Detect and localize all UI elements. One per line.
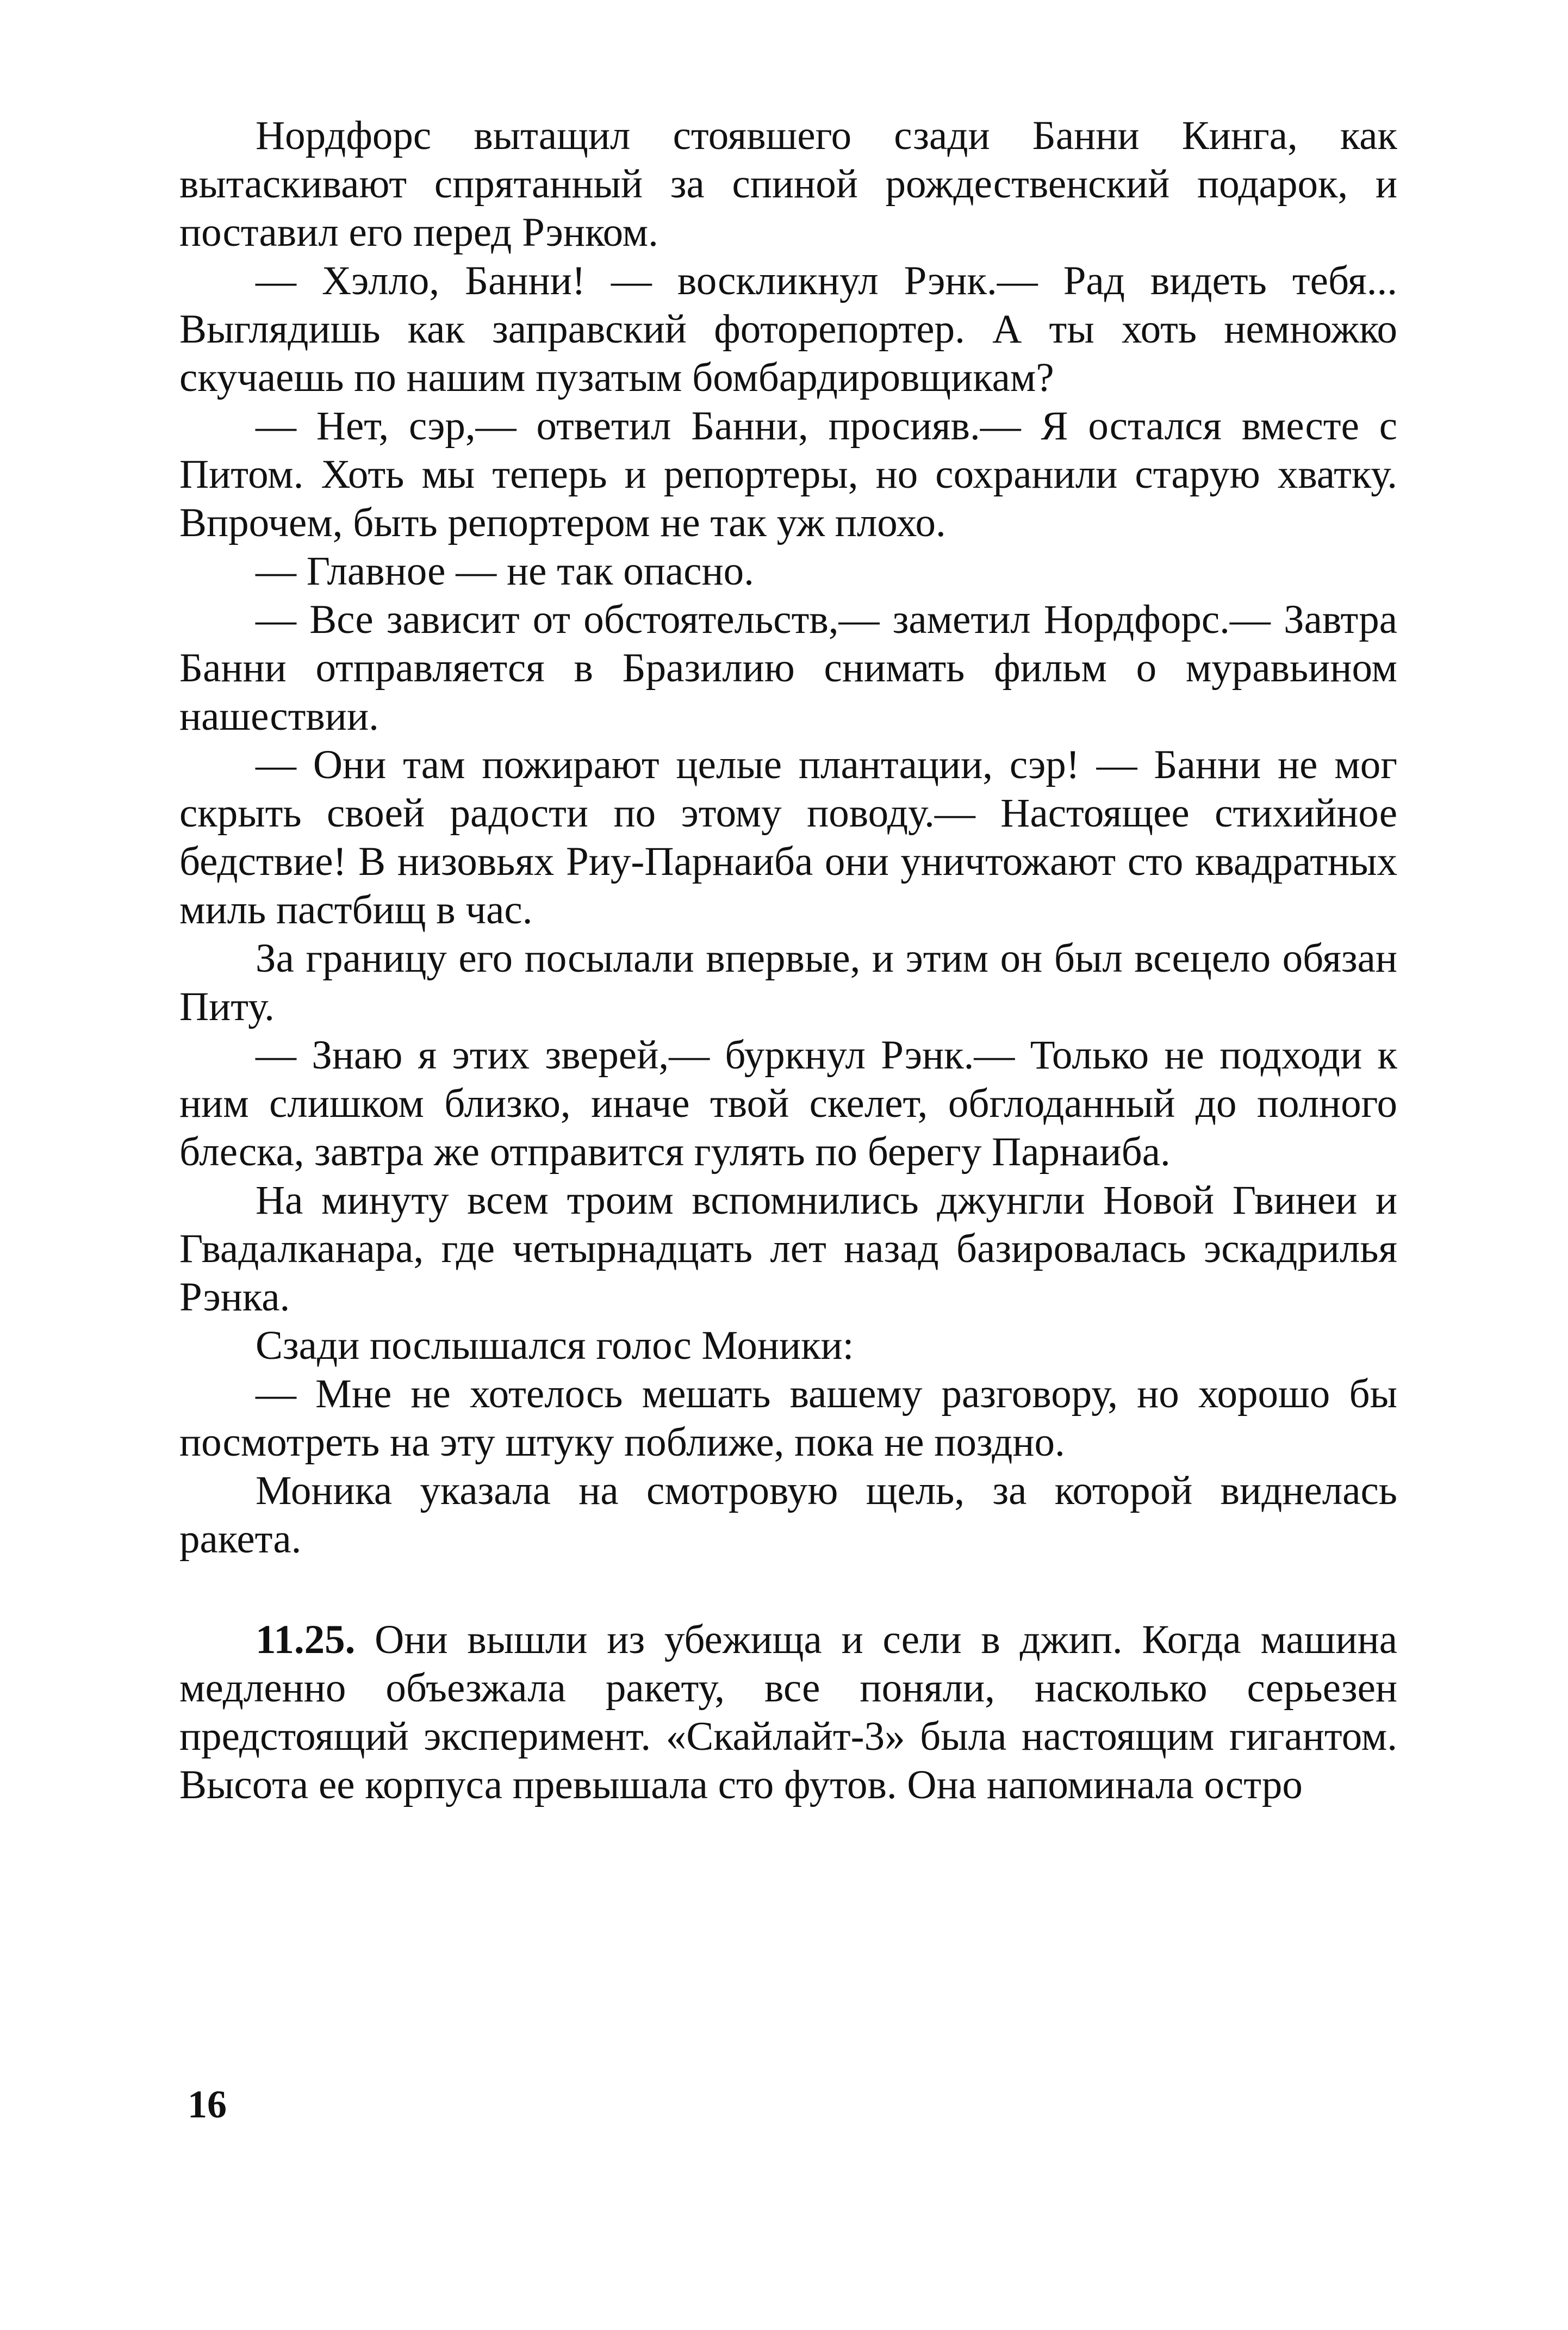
- paragraph: Сзади послышался голос Моники:: [256, 1323, 854, 1368]
- section-text: Они вышли из убежища и сели в джип. Когда машина медленно объезжала ракету, все поняли, насколько серьезен предстоящий эксперимент. «Скайлайт-3» была настоящим гигантом. Высота ее корпуса превышала сто футов. Она напоминала остро: [179, 1617, 1397, 1807]
- paragraph: — Хэлло, Банни! — воскликнул Рэнк.— Рад видеть тебя... Выглядишь как заправский фоторепортер. А ты хоть немножко скучаешь по нашим пузатым бомбардировщикам?: [179, 258, 1397, 400]
- paragraph: Нордфорс вытащил стоявшего сзади Банни Кинга, как вытаскивают спрятанный за спиной рождественский подарок, и поставил его перед Рэнком.: [179, 113, 1397, 255]
- paragraph: — Главное — не так опасно.: [256, 549, 754, 594]
- page-number: 16: [188, 2083, 227, 2126]
- paragraph: — Мне не хотелось мешать вашему разговору, но хорошо бы посмотреть на эту штуку поближе, пока не поздно.: [179, 1371, 1397, 1465]
- paragraph: Моника указала на смотровую щель, за которой виднелась ракета.: [179, 1468, 1397, 1562]
- section-number: 11.25.: [256, 1617, 356, 1662]
- body-text: [179, 111, 1397, 1809]
- paragraph: — Знаю я этих зверей,— буркнул Рэнк.— Только не подходи к ним слишком близко, иначе твой скелет, обглоданный до полного блеска, завтра же отправится гулять по берегу Парнаиба.: [179, 1033, 1397, 1175]
- section-paragraph: [179, 1616, 1397, 1809]
- paragraph: — Нет, сэр,— ответил Банни, просияв.— Я остался вместе с Питом. Хоть мы теперь и репортеры, но сохранили старую хватку. Впрочем, быть репортером не так уж плохо.: [179, 403, 1397, 545]
- paragraph: На минуту всем троим вспомнились джунгли Новой Гвинеи и Гвадалканара, где четырнадцать лет назад базировалась эскадрилья Рэнка.: [179, 1178, 1397, 1320]
- paragraph: За границу его посылали впервые, и этим он был всецело обязан Питу.: [179, 936, 1397, 1029]
- paragraph: — Все зависит от обстоятельств,— заметил Нордфорс.— Завтра Банни отправляется в Бразилию снимать фильм о муравьином нашествии.: [179, 597, 1397, 739]
- paragraph: — Они там пожирают целые плантации, сэр! — Банни не мог скрыть своей радости по этому поводу.— Настоящее стихийное бедствие! В низовьях Риу-Парнаиба они уничтожают сто квадратных миль пастбищ в час.: [179, 742, 1397, 933]
